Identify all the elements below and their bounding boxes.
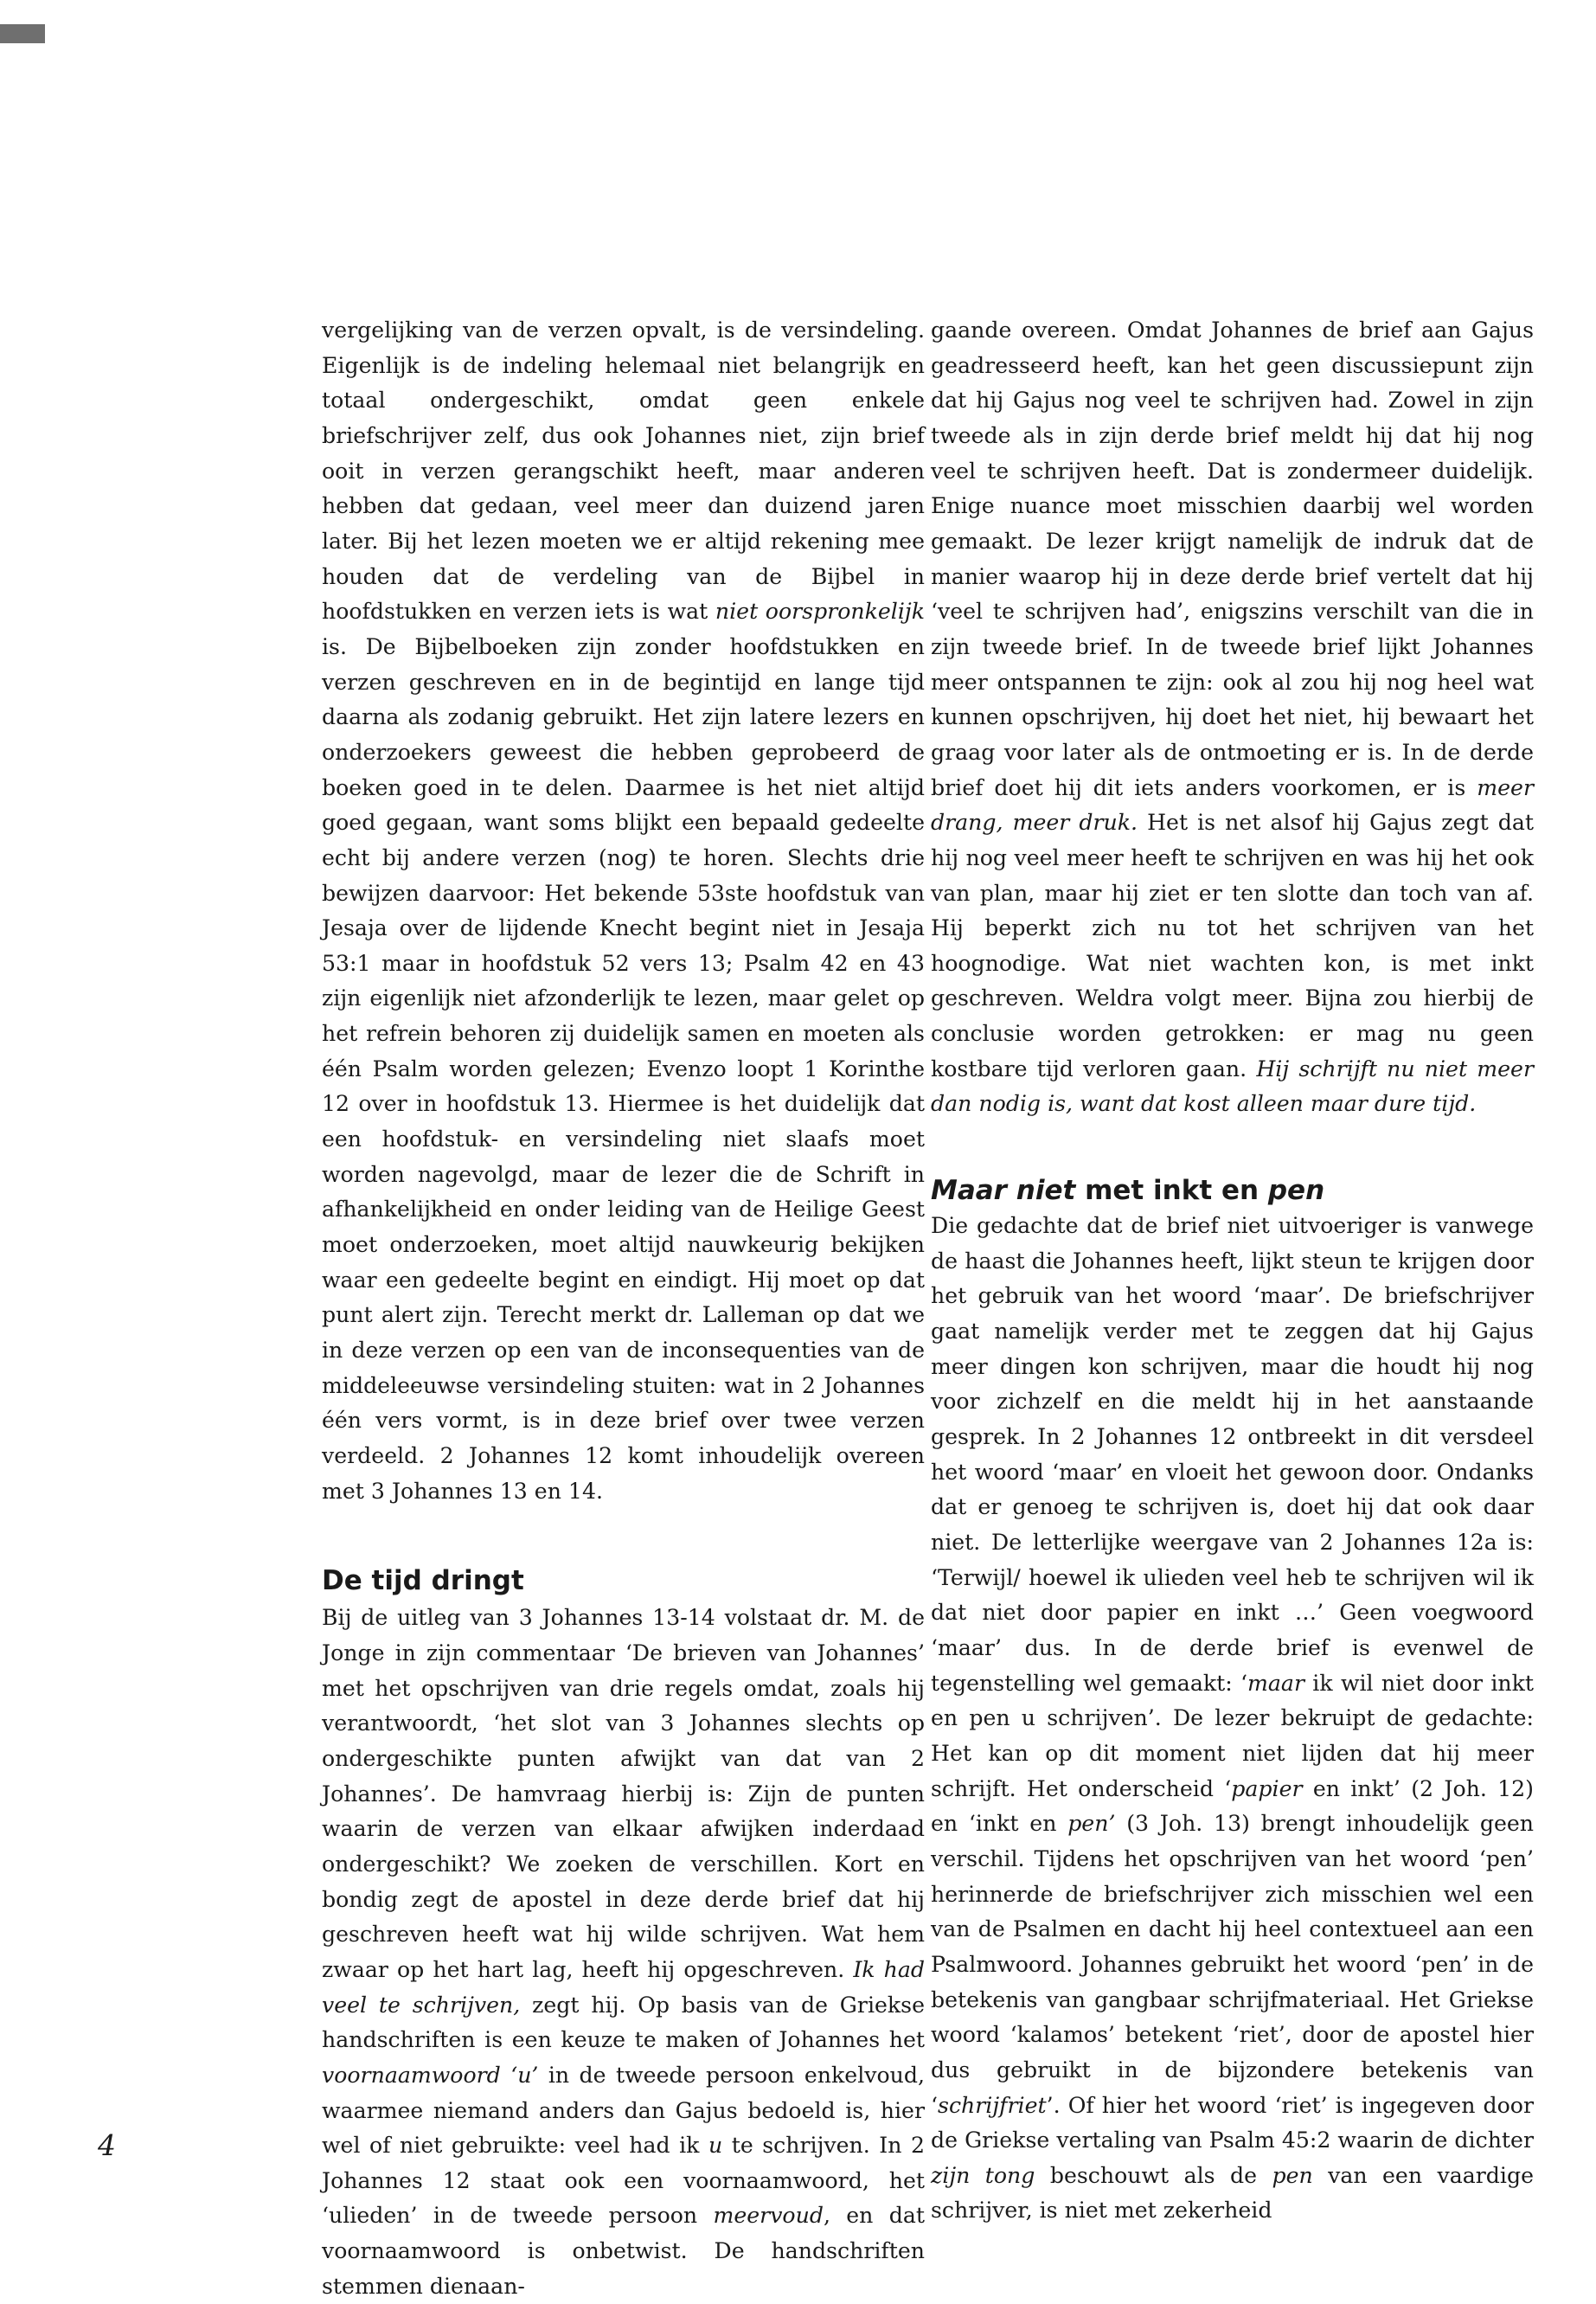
italic-run: u	[708, 2133, 723, 2159]
right-text-column	[931, 313, 1534, 2229]
left-paragraph-1	[322, 313, 925, 1509]
text-run: is. De Bijbelboeken zijn zonder hoofdstukken en verzen geschreven en in de begintijd en lange tijd daarna als zodanig gebruikt. Het zijn latere lezers en onderzoekers geweest die hebben geprobeerd de boeken goed in te delen. Daarmee is het niet altijd goed gegaan, want soms blijkt een bepaald gedeelte echt bij andere verzen (nog) te horen. Slechts drie bewijzen daarvoor: Het bekende 53ste hoofdstuk van Jesaja over de lijdende Knecht begint niet in Jesaja 53:1 maar in hoofdstuk 52 vers 13; Psalm 42 en 43 zijn eigenlijk niet afzonderlijk te lezen, maar gelet op het refrein behoren zij duidelijk samen en moeten als één Psalm worden gelezen; Evenzo loopt 1 Korinthe 12 over in hoofdstuk 13. Hiermee is het duidelijk dat een hoofdstuk- en versindeling niet slaafs moet worden nagevolgd, maar de lezer die de Schrift in afhankelijkheid en onder leiding van de Heilige Geest moet onderzoeken, moet altijd nauwkeurig bekijken waar een gedeelte begint en eindigt. Hij moet op dat punt alert zijn. Terecht merkt dr. Lalleman op dat we in deze verzen op een van de inconsequenties van de middeleeuwse versindeling stuiten: wat in 2 Johannes één vers vormt, is in deze brief over twee verzen verdeeld. 2 Johannes 12 komt inhoudelijk overeen met 3 Johannes 13 en 14.	[322, 633, 925, 1504]
text-run: Bij de uitleg van 3 Johannes 13-14 volstaat dr. M. de Jonge in zijn commentaar ‘De brieven van Johannes’ met het opschrijven van drie regels omdat, zoals hij verantwoordt, ‘het slot van 3 Johannes slechts op ondergeschikte punten afwijkt van dat van 2 Johannes’. De hamvraag hierbij is: Zijn de punten waarin de verzen van elkaar afwijken inderdaad ondergeschikt? We zoeken de verschillen. Kort en bondig zegt de apostel in deze derde brief dat hij geschreven heeft wat hij wilde schrijven. Wat hem zwaar op het hart lag, heeft hij opgeschreven.	[322, 1605, 925, 1982]
italic-run: Ik had veel te schrijven,	[322, 1956, 925, 2018]
text-run: te schrijven. In 2 Johannes 12 staat ook een voornaamwoord, het ‘ulieden’ in de tweede persoon	[322, 2133, 925, 2229]
italic-run: niet oorspronkelijk	[715, 599, 925, 625]
italic-run: voornaamwoord ‘u’	[322, 2062, 539, 2088]
italic-run: meer drang, meer druk.	[931, 774, 1534, 836]
right-paragraph-2	[931, 1209, 1534, 2229]
text-run: (3 Joh. 13) brengt inhoudelijk geen verschil. Tijdens het opschrijven van het woord ‘pen’ herinnerde de briefschrijver zich misschien wel een van de Psalmen en dacht hij heel contextueel aan een Psalmwoord. Johannes gebruikt het woord ‘pen’ in de betekenis van gangbaar schrijfmateriaal. Het Griekse woord ‘kalamos’ betekent ‘riet’, door de apostel hier dus gebruikt in de bijzondere betekenis van ‘	[931, 1811, 1534, 2118]
heading-maar-niet-met-inkt-en-pen	[931, 1174, 1534, 1207]
italic-run: meervoud	[713, 2203, 824, 2229]
left-paragraph-2	[322, 1601, 925, 2304]
text-run: ’. Of hier het woord ‘riet’ is ingegeven door de Griekse vertaling van Psalm 45:2 waarin de dichter	[931, 2092, 1534, 2153]
italic-run: papier	[1231, 1775, 1303, 1801]
text-run: in de tweede persoon enkelvoud, waarmee niemand anders dan Gajus bedoeld is, hier wel of niet gebruikte: veel had ik	[322, 2062, 926, 2159]
text-run: beschouwt als de	[1035, 2162, 1272, 2188]
text-run: met inkt en	[1075, 1175, 1268, 1207]
left-text-column	[322, 313, 925, 2304]
text-run: ik wil niet door inkt en pen u schrijven’. De lezer bekruipt de gedachte: Het kan op dit moment niet lijden dat hij meer schrijft. Het onderscheid ‘	[931, 1670, 1535, 1801]
heading-de-tijd-dringt: De tijd dringt	[322, 1565, 524, 1597]
italic-run: Maar niet	[931, 1175, 1076, 1207]
corner-tab-marker	[0, 24, 45, 43]
text-run: en inkt’ (2 Joh. 12) en ‘inkt en	[931, 1775, 1534, 1837]
italic-run: schrijfriet	[938, 2092, 1047, 2118]
text-run: vergelijking van de verzen opvalt, is de versindeling. Eigenlijk is de indeling helemaal niet belangrijk en totaal ondergeschikt, omdat geen enkele briefschrijver zelf, dus ook Johannes niet, zijn brief ooit in verzen gerangschikt heeft, maar anderen hebben dat gedaan, veel meer dan duizend jaren later. Bij het lezen moeten we er altijd rekening mee houden dat de verdeling van de Bijbel in hoofdstukken en verzen iets is wat	[322, 318, 925, 625]
italic-run: pen	[1267, 1175, 1325, 1207]
text-run: Het is net alsof hij Gajus zegt dat hij nog veel meer heeft te schrijven en was hij het ook van plan, maar hij ziet er ten slotte dan toch van af. Hij beperkt zich nu tot het schrijven van het hoognodige. Wat niet wachten kon, is met inkt geschreven. Weldra volgt meer. Bijna zou hierbij de conclusie worden getrokken: er mag nu geen kostbare tijd verloren gaan.	[931, 810, 1535, 1081]
text-run: van een vaardige schrijver, is niet met zekerheid	[931, 2162, 1534, 2224]
right-paragraph-1	[931, 313, 1534, 1122]
italic-run: zijn tong	[931, 2162, 1035, 2188]
text-run: Die gedachte dat de brief niet uitvoeriger is vanwege de haast die Johannes heeft, lijkt steun te krijgen door het gebruik van het woord ‘maar’. De briefschrijver gaat namelijk verder met te zeggen dat hij Gajus meer dingen kon schrijven, maar die houdt hij nog voor zichzelf en die meldt hij in het aanstaande gesprek. In 2 Johannes 12 ontbreekt in dit versdeel het woord ‘maar’ en vloeit het gewoon door. Ondanks dat er genoeg te schrijven is, doet hij dat ook daar niet. De letterlijke weergave van 2 Johannes 12a is: ‘Terwijl/ hoewel ik ulieden veel heb te schrijven wil ik dat niet door papier en inkt …’ Geen voegwoord ‘maar’ dus. In de derde brief is evenwel de tegenstelling wel gemaakt: ‘	[931, 1213, 1534, 1696]
text-run: , en dat voornaamwoord is onbetwist. De handschriften stemmen dienaan-	[322, 2203, 925, 2299]
italic-run: Hij schrijft nu niet meer dan nodig is, want dat kost alleen maar dure tijd.	[931, 1056, 1534, 1117]
italic-run: pen’	[1067, 1811, 1116, 1837]
page-number: 4	[98, 2128, 116, 2162]
text-run: gaande overeen. Omdat Johannes de brief aan Gajus geadresseerd heeft, kan het geen discussiepunt zijn dat hij Gajus nog veel te schrijven had. Zowel in zijn tweede als in zijn derde brief meldt hij dat hij nog veel te schrijven heeft. Dat is zondermeer duidelijk. Enige nuance moet misschien daarbij wel worden gemaakt. De lezer krijgt namelijk de indruk dat de manier waarop hij in deze derde brief vertelt dat hij ‘veel te schrijven had’, enigszins verschilt van die in zijn tweede brief. In de tweede brief lijkt Johannes meer ontspannen te zijn: ook al zou hij nog heel wat kunnen opschrijven, hij doet het niet, hij bewaart het graag voor later als de ontmoeting er is. In de derde brief doet hij dit iets anders voorkomen, er is	[931, 318, 1534, 800]
italic-run: maar	[1247, 1670, 1304, 1696]
italic-run: pen	[1272, 2162, 1313, 2188]
text-run: zegt hij. Op basis van de Griekse handschriften is een keuze te maken of Johannes het	[322, 1992, 926, 2053]
